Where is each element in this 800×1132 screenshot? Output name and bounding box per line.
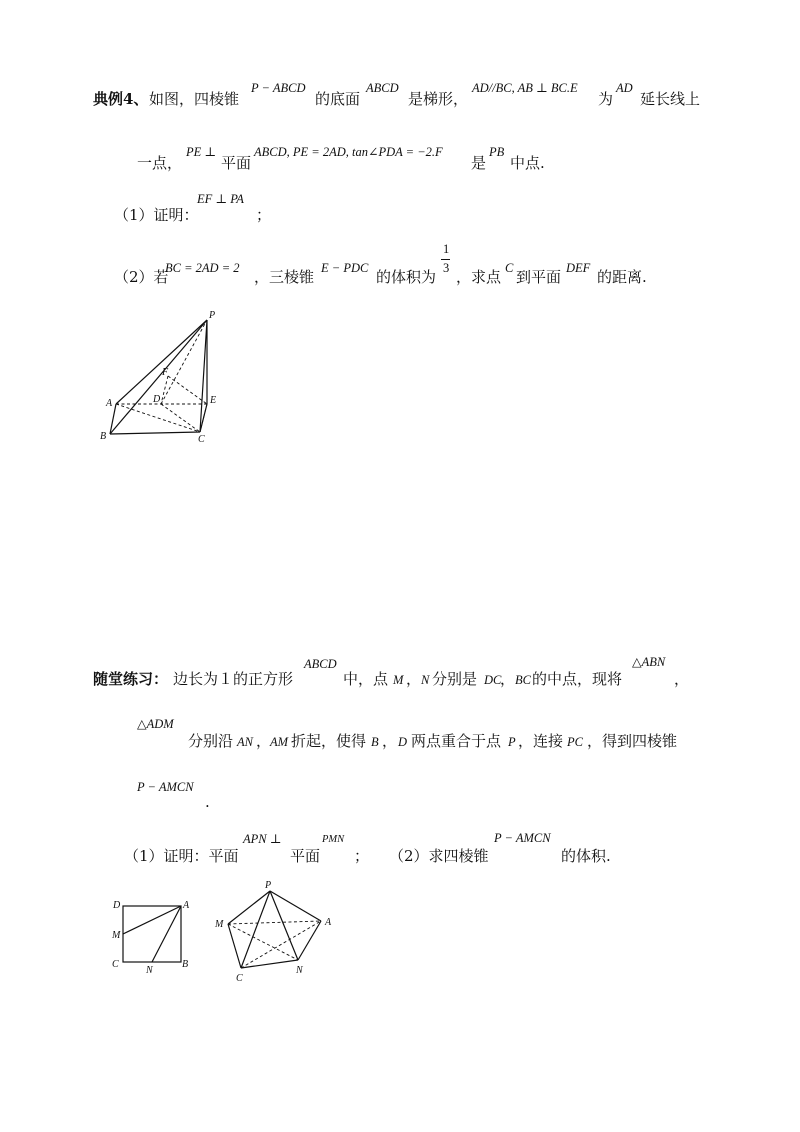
text: 中，点 — [343, 670, 389, 688]
math: D — [398, 735, 408, 749]
math: AD — [616, 81, 633, 95]
math: AN — [237, 735, 253, 749]
text: 的中点，现将 — [532, 670, 623, 688]
math: C — [505, 261, 514, 275]
vertex-label: D — [153, 394, 161, 405]
text: 是梯形， — [408, 90, 469, 108]
text: ，得到四棱锥 — [587, 732, 678, 750]
vertex-label: P — [209, 310, 216, 321]
text: 的距离. — [597, 268, 647, 286]
text: ， — [674, 670, 690, 688]
vertex-label: A — [106, 398, 113, 409]
math: P − AMCN — [494, 831, 551, 845]
text: 分别是 — [432, 670, 478, 688]
math: AD//BC, AB ⊥ BC.E — [472, 81, 578, 95]
text: （2）求四棱锥 — [389, 847, 489, 865]
text: 的体积为 — [376, 268, 437, 286]
text: 的体积. — [561, 847, 611, 865]
math: EF ⊥ PA — [197, 192, 244, 206]
math: DC — [484, 673, 502, 687]
math: △ABN — [632, 655, 666, 669]
pyramid-figure — [95, 308, 230, 448]
text: 是 — [471, 154, 487, 172]
math: P − ABCD — [251, 81, 306, 95]
text: ，三棱锥 — [254, 268, 315, 286]
math: BC = 2AD = 2 — [165, 261, 240, 275]
vertex-label: M — [112, 930, 121, 941]
math: P − AMCN — [137, 780, 194, 794]
text: 平面 — [290, 847, 321, 865]
vertex-label: A — [325, 917, 332, 928]
text: 一点， — [137, 154, 183, 172]
practice-heading: 随堂练习： — [93, 670, 169, 688]
vertex-label: B — [182, 959, 189, 970]
text: 折起，使得 — [291, 732, 367, 750]
text: ； — [256, 206, 272, 224]
vertex-label: C — [236, 973, 243, 984]
pentagon-figure — [208, 878, 343, 986]
square-figure — [108, 896, 193, 976]
math: ABCD — [304, 657, 337, 671]
math: PE ⊥ — [186, 145, 217, 159]
math: B — [371, 735, 379, 749]
text: ，连接 — [518, 732, 564, 750]
text: ； — [354, 847, 370, 865]
math: AM — [270, 735, 289, 749]
math: BC — [515, 673, 531, 687]
math: PB — [489, 145, 505, 159]
vertex-label: C — [112, 959, 119, 970]
math: APN ⊥ — [243, 832, 282, 846]
text: （2）若 — [114, 268, 169, 286]
text: ， — [500, 670, 516, 688]
text: 为 — [598, 90, 614, 108]
vertex-label: D — [113, 900, 121, 911]
text: 延长线上 — [640, 90, 701, 108]
vertex-label: E — [210, 395, 217, 406]
vertex-label: B — [100, 431, 107, 442]
text: ， — [382, 732, 398, 750]
text: 中点. — [510, 154, 545, 172]
math: △ADM — [137, 717, 174, 731]
vertex-label: A — [183, 900, 190, 911]
math: N — [421, 673, 430, 687]
math: PC — [567, 735, 583, 749]
vertex-label: F — [162, 367, 169, 378]
text: ，求点 — [456, 268, 502, 286]
fraction-numerator: 1 — [443, 242, 450, 256]
math: ABCD — [366, 81, 399, 95]
vertex-label: N — [146, 965, 153, 976]
text: 平面 — [221, 154, 252, 172]
math: M — [393, 673, 404, 687]
math: E − PDC — [321, 261, 369, 275]
math: PMN — [322, 834, 345, 845]
vertex-label: N — [296, 965, 303, 976]
text: . — [205, 793, 210, 811]
text: 边长为１的正方形 — [173, 670, 294, 688]
text: （1）证明： — [114, 206, 199, 224]
fraction-denominator: 3 — [443, 261, 450, 275]
fraction-bar — [441, 259, 450, 260]
text: 的底面 — [315, 90, 361, 108]
math: DEF — [566, 261, 591, 275]
vertex-label: M — [215, 919, 224, 930]
math: ABCD, PE = 2AD, tan∠PDA = −2.F — [254, 145, 443, 159]
text: 两点重合于点 — [411, 732, 502, 750]
text: 到平面 — [516, 268, 562, 286]
example4-heading: 典例4、 — [93, 90, 149, 108]
vertex-label: P — [265, 880, 272, 891]
text: （1）证明：平面 — [124, 847, 239, 865]
math: P — [508, 735, 516, 749]
text: 分别沿 — [188, 732, 234, 750]
text: 如图，四棱锥 — [149, 90, 240, 108]
vertex-label: C — [198, 434, 205, 445]
text: ， — [406, 670, 422, 688]
text: ， — [256, 732, 272, 750]
